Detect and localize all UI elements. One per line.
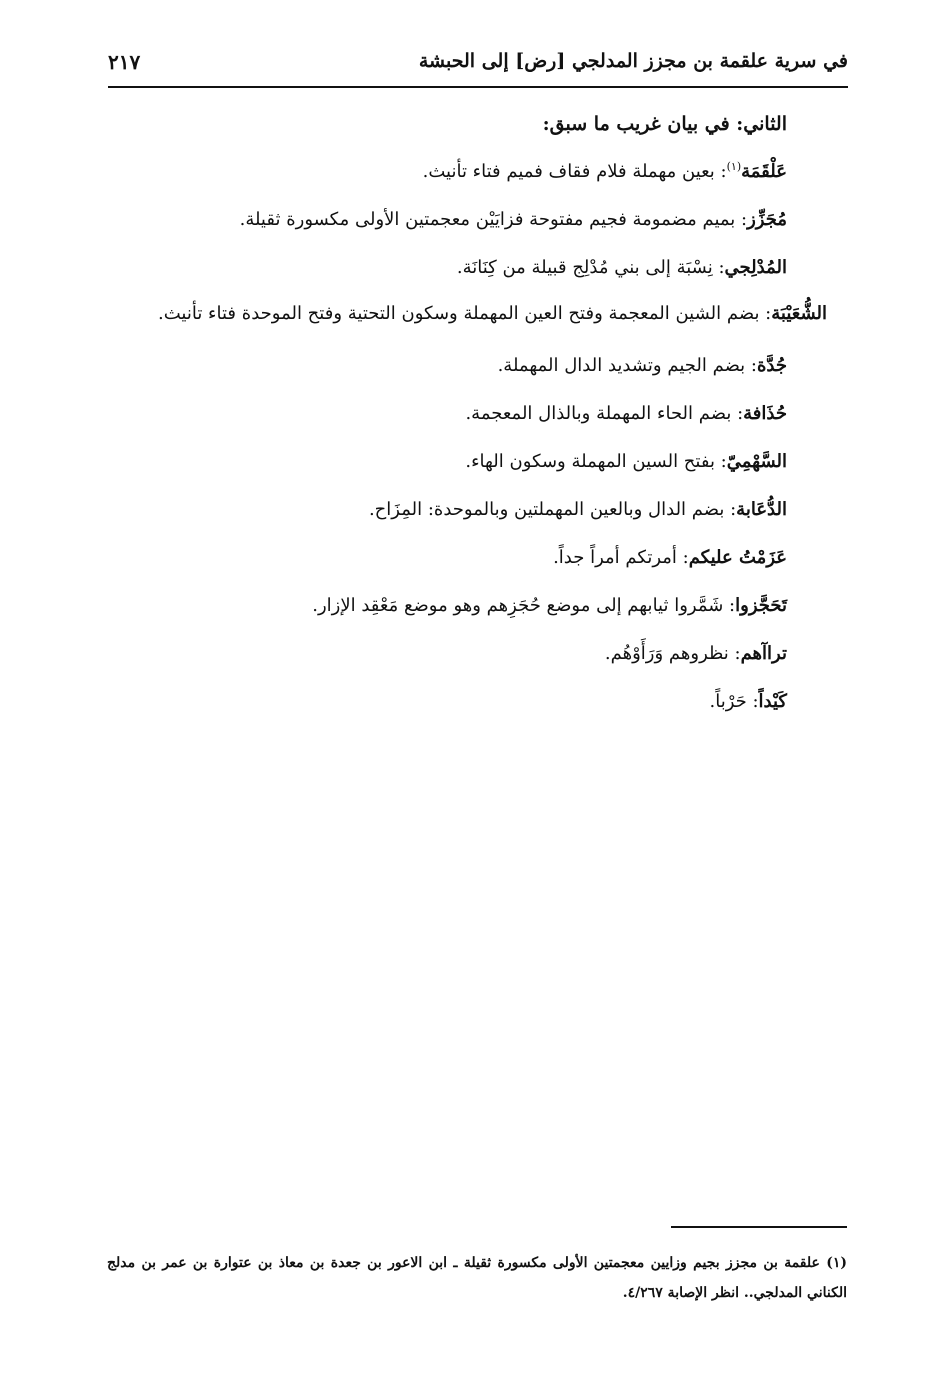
entry-definition: : بضم الحاء المهملة وبالذال المعجمة. (465, 403, 744, 424)
entry-kaydan (87, 678, 787, 726)
footnote: (١) علقمة بن مجزز بجيم وزايين معجمتين الأولى مكسورة ثقيلة ـ ابن الاعور بن جعدة بن معاذ بن عتوارة بن عمر بن مدلج الكناني المدلجي.. انظر الإصابة ٤/٢٦٧. (107, 1255, 847, 1301)
entry-alqama (87, 148, 787, 196)
entry-term: السَّهْمِيّ (726, 451, 787, 472)
entry-definition: : شَمَّروا ثيابهم إلى موضع حُجَزِهم وهو موضع مَعْقِد الإزار. (312, 595, 736, 616)
entry-definition: : بضم الجيم وتشديد الدال المهملة. (497, 355, 757, 376)
footnote-divider (671, 1226, 847, 1228)
footnote-ref: (١) (726, 160, 742, 173)
entry-definition: : حَرْباً. (709, 691, 759, 712)
entry-definition: : بعين مهملة فلام فقاف فميم فتاء تأنيث. (422, 161, 727, 182)
page-number: ٢١٧ (108, 50, 141, 74)
entry-definition: : بميم مضمومة فجيم مفتوحة فزايَيْن معجمتين الأولى مكسورة ثقيلة. (239, 209, 748, 230)
entry-term: حُذَافة (743, 403, 787, 424)
entry-definition: : بفتح السين المهملة وسكون الهاء. (465, 451, 727, 472)
entry-sahmi (87, 438, 787, 486)
entry-tahajjazu (87, 582, 787, 630)
entry-definition: : نظروهم وَرَأَوْهُم. (604, 643, 741, 664)
entry-definition: : بضم الشين المعجمة وفتح العين المهملة وسكون التحتية وفتح الموحدة فتاء تأنيث. (158, 303, 772, 324)
entry-definition: : بضم الدال وبالعين المهملتين وبالموحدة: المِزَاح. (368, 499, 737, 520)
entry-term: كَيْداً (758, 691, 787, 712)
entry-judda (87, 342, 787, 390)
entry-duaba (87, 486, 787, 534)
section-title: الثاني: في بيان غريب ما سبق: (542, 113, 787, 135)
main-text (87, 100, 827, 726)
entry-shuayba (97, 292, 827, 336)
running-title: في سرية علقمة بن مجزز المدلجي [رض] إلى الحبشة (418, 50, 848, 72)
entry-term: عَزَمْتُ عليكم (688, 547, 787, 568)
entry-azamtu (87, 534, 787, 582)
entry-taraahum (87, 630, 787, 678)
entry-term: المُدْلِجي (724, 257, 787, 278)
entry-term: جُدَّة (756, 355, 787, 376)
page-header (108, 40, 848, 88)
entry-term: تراآهم (740, 643, 787, 664)
entry-term: مُجَزِّز (747, 209, 787, 230)
entry-definition: : أمرتكم أمراً جداً. (553, 547, 689, 568)
entry-term: الدُّعَابة (736, 499, 787, 520)
entry-mudliji (87, 244, 787, 292)
entry-hudhafa (87, 390, 787, 438)
entry-term: الشُّعَيْبَة (771, 303, 827, 324)
entry-term: تَحَجَّزوا (735, 595, 787, 616)
entry-mujazziz (87, 196, 787, 244)
entry-term: عَلْقَمَة (741, 161, 787, 182)
entry-definition: : نِسْبَة إلى بني مُدْلِج قبيلة من كِنَانَة. (456, 257, 725, 278)
